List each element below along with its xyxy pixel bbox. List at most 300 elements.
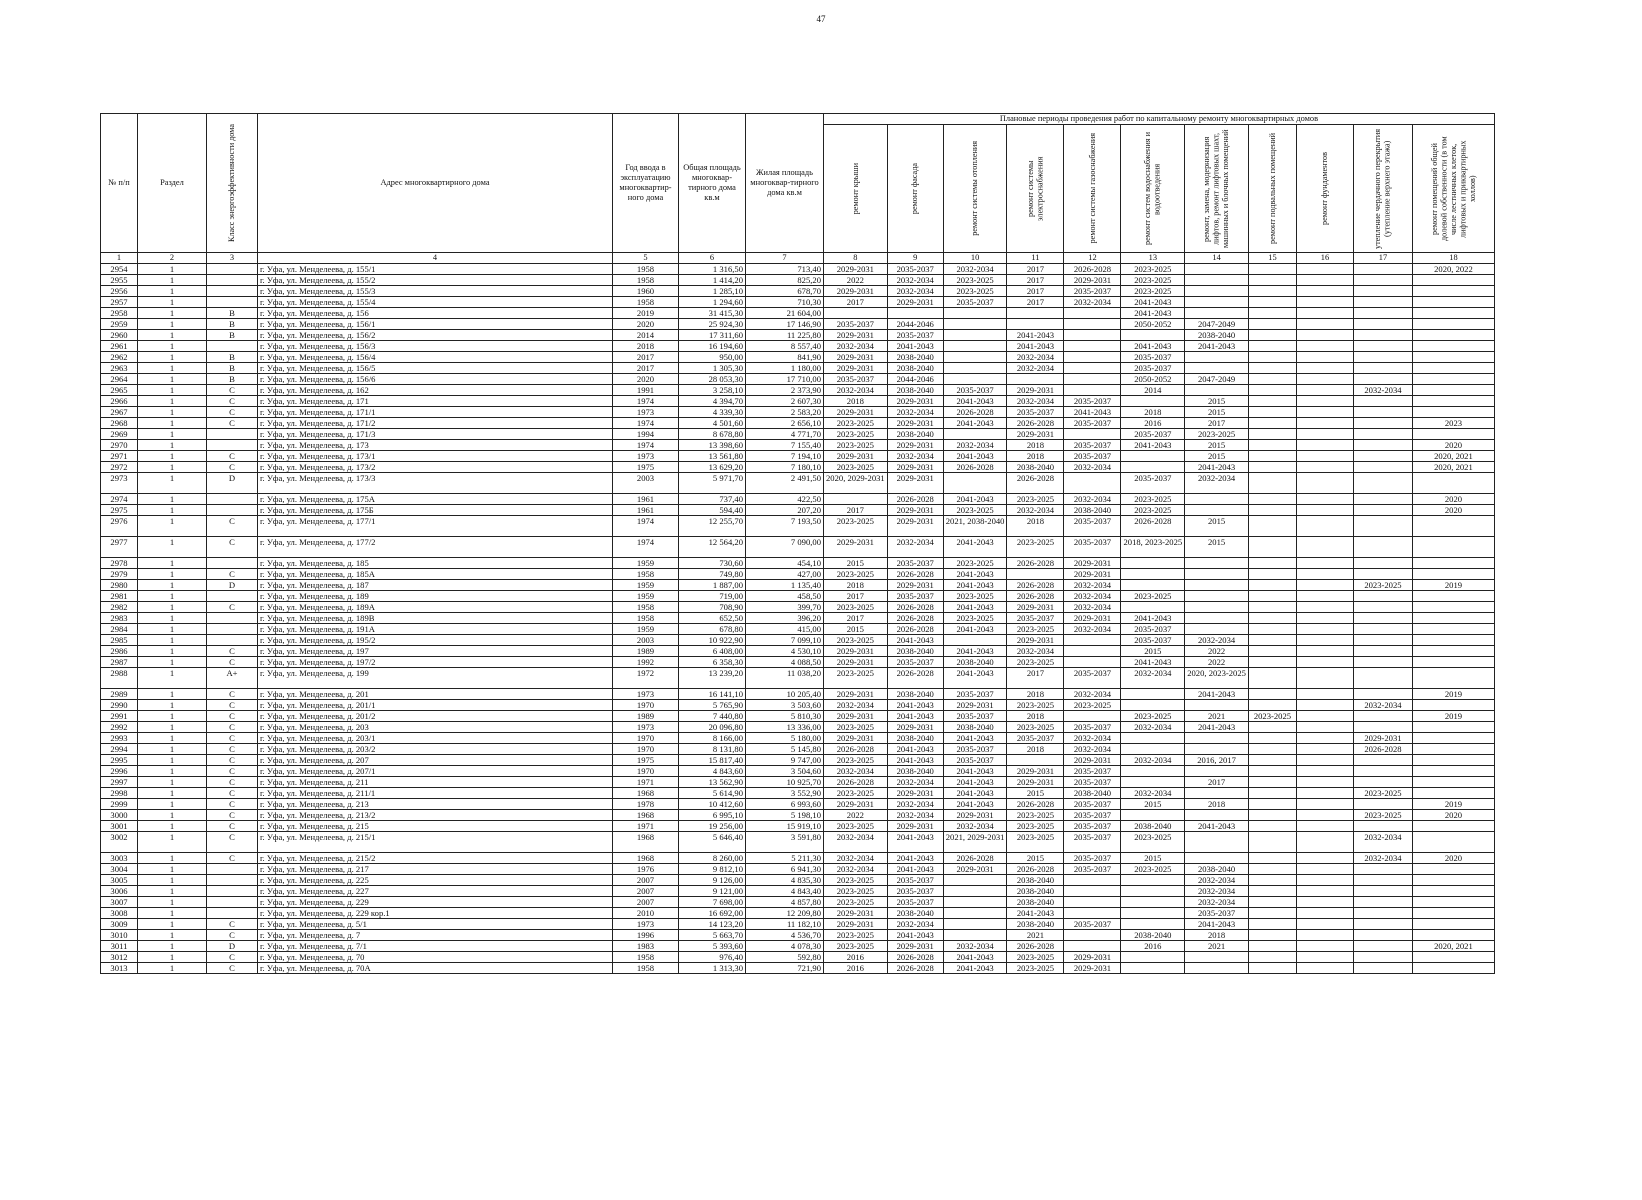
cell-attic-insulation: 2023-2025 — [1353, 580, 1412, 591]
cell-attic-insulation — [1353, 821, 1412, 832]
cell-attic-insulation — [1353, 558, 1412, 569]
cell-section: 1 — [138, 689, 207, 700]
cell-electricity: 2023-2025 — [1007, 657, 1064, 668]
cell-section: 1 — [138, 440, 207, 451]
cell-gas: 2032-2034 — [1064, 462, 1121, 473]
cell-facade: 2041-2043 — [887, 930, 943, 941]
cell-basement — [1248, 788, 1296, 799]
cell-row-number: 3004 — [101, 864, 138, 875]
cell-basement — [1248, 810, 1296, 821]
cell-common-premises — [1412, 886, 1494, 897]
cell-address: г. Уфа, ул. Менделеева, д. 156/5 — [258, 363, 613, 374]
cell-common-premises — [1412, 363, 1494, 374]
cell-elevators: 2017 — [1185, 777, 1249, 788]
cell-water — [1121, 875, 1185, 886]
cell-electricity: 2023-2025 — [1007, 832, 1064, 853]
cell-elevators: 2041-2043 — [1185, 919, 1249, 930]
table-row — [101, 799, 1495, 810]
cell-heating — [943, 897, 1007, 908]
cell-common-premises — [1412, 429, 1494, 440]
cell-total-area: 8 678,80 — [679, 429, 746, 440]
cell-attic-insulation — [1353, 613, 1412, 624]
cell-facade: 2029-2031 — [887, 505, 943, 516]
cell-roof: 2032-2034 — [824, 341, 888, 352]
cell-water: 2038-2040 — [1121, 821, 1185, 832]
cell-living-area: 4 078,30 — [746, 941, 824, 952]
cell-water — [1121, 700, 1185, 711]
cell-common-premises: 2020 — [1412, 505, 1494, 516]
cell-attic-insulation — [1353, 941, 1412, 952]
cell-section: 1 — [138, 264, 207, 275]
cell-attic-insulation — [1353, 341, 1412, 352]
cell-facade: 2029-2031 — [887, 516, 943, 537]
cell-address: г. Уфа, ул. Менделеева, д. 191А — [258, 624, 613, 635]
cell-row-number: 2992 — [101, 722, 138, 733]
cell-year: 1960 — [613, 286, 679, 297]
column-number: 13 — [1121, 253, 1185, 264]
table-row — [101, 473, 1495, 494]
cell-living-area: 11 225,80 — [746, 330, 824, 341]
cell-total-area: 4 501,60 — [679, 418, 746, 429]
cell-address: г. Уфа, ул. Менделеева, д. 195/2 — [258, 635, 613, 646]
cell-living-area: 3 552,90 — [746, 788, 824, 799]
cell-basement — [1248, 864, 1296, 875]
cell-elevators: 2022 — [1185, 646, 1249, 657]
cell-row-number: 2971 — [101, 451, 138, 462]
cell-water — [1121, 330, 1185, 341]
cell-section: 1 — [138, 668, 207, 689]
cell-row-number: 2964 — [101, 374, 138, 385]
cell-total-area: 1 887,00 — [679, 580, 746, 591]
table-row — [101, 429, 1495, 440]
cell-heating: 2035-2037 — [943, 755, 1007, 766]
table-row — [101, 613, 1495, 624]
cell-energy-class — [207, 864, 258, 875]
cell-row-number: 2975 — [101, 505, 138, 516]
cell-basement — [1248, 308, 1296, 319]
cell-heating: 2041-2043 — [943, 733, 1007, 744]
cell-address: г. Уфа, ул. Менделеева, д. 156/6 — [258, 374, 613, 385]
cell-roof: 2029-2031 — [824, 286, 888, 297]
cell-roof: 2022 — [824, 275, 888, 286]
cell-facade: 2041-2043 — [887, 755, 943, 766]
cell-facade: 2029-2031 — [887, 418, 943, 429]
cell-electricity: 2023-2025 — [1007, 722, 1064, 733]
cell-common-premises — [1412, 657, 1494, 668]
cell-water: 2032-2034 — [1121, 722, 1185, 733]
cell-energy-class: C — [207, 722, 258, 733]
cell-electricity: 2021 — [1007, 930, 1064, 941]
cell-water: 2026-2028 — [1121, 516, 1185, 537]
cell-elevators — [1185, 505, 1249, 516]
cell-elevators: 2022 — [1185, 657, 1249, 668]
cell-electricity: 2018 — [1007, 689, 1064, 700]
cell-row-number: 2976 — [101, 516, 138, 537]
cell-basement — [1248, 363, 1296, 374]
cell-energy-class: B — [207, 319, 258, 330]
cell-row-number: 3003 — [101, 853, 138, 864]
cell-total-area: 1 305,30 — [679, 363, 746, 374]
cell-attic-insulation — [1353, 646, 1412, 657]
cell-living-area: 396,20 — [746, 613, 824, 624]
cell-facade: 2041-2043 — [887, 744, 943, 755]
table-row — [101, 462, 1495, 473]
cell-water — [1121, 919, 1185, 930]
cell-living-area: 15 919,10 — [746, 821, 824, 832]
cell-facade: 2041-2043 — [887, 711, 943, 722]
cell-water: 2023-2025 — [1121, 711, 1185, 722]
cell-common-premises — [1412, 330, 1494, 341]
cell-roof: 2017 — [824, 613, 888, 624]
cell-energy-class: B — [207, 363, 258, 374]
cell-water: 2041-2043 — [1121, 297, 1185, 308]
cell-energy-class: B — [207, 374, 258, 385]
cell-living-area: 7 193,50 — [746, 516, 824, 537]
cell-roof: 2018 — [824, 396, 888, 407]
cell-elevators: 2017 — [1185, 418, 1249, 429]
col-header-common-premises: ремонт помещений общей долевой собственности (в том числе лестничных клеток, лифтовых и приквартирных холлов) — [1412, 125, 1494, 253]
cell-elevators: 2041-2043 — [1185, 341, 1249, 352]
cell-foundation — [1296, 558, 1353, 569]
cell-basement — [1248, 396, 1296, 407]
cell-row-number: 2999 — [101, 799, 138, 810]
cell-facade: 2041-2043 — [887, 832, 943, 853]
cell-roof: 2032-2034 — [824, 700, 888, 711]
table-row — [101, 908, 1495, 919]
cell-foundation — [1296, 264, 1353, 275]
cell-year: 2007 — [613, 897, 679, 908]
cell-attic-insulation: 2032-2034 — [1353, 385, 1412, 396]
cell-roof: 2017 — [824, 297, 888, 308]
cell-roof: 2032-2034 — [824, 766, 888, 777]
cell-electricity: 2015 — [1007, 853, 1064, 864]
cell-total-area: 13 562,90 — [679, 777, 746, 788]
cell-address: г. Уфа, ул. Менделеева, д. 173 — [258, 440, 613, 451]
cell-gas: 2035-2037 — [1064, 853, 1121, 864]
cell-basement — [1248, 505, 1296, 516]
cell-section: 1 — [138, 635, 207, 646]
cell-attic-insulation — [1353, 330, 1412, 341]
cell-year: 1989 — [613, 711, 679, 722]
cell-foundation — [1296, 668, 1353, 689]
cell-foundation — [1296, 505, 1353, 516]
cell-electricity: 2017 — [1007, 275, 1064, 286]
cell-total-area: 31 415,30 — [679, 308, 746, 319]
cell-elevators: 2041-2043 — [1185, 821, 1249, 832]
cell-gas — [1064, 330, 1121, 341]
cell-basement — [1248, 286, 1296, 297]
cell-facade: 2032-2034 — [887, 810, 943, 821]
cell-row-number: 2995 — [101, 755, 138, 766]
cell-elevators — [1185, 308, 1249, 319]
cell-energy-class — [207, 264, 258, 275]
cell-energy-class: C — [207, 451, 258, 462]
cell-foundation — [1296, 473, 1353, 494]
cell-elevators — [1185, 613, 1249, 624]
cell-water: 2018 — [1121, 407, 1185, 418]
cell-living-area: 2 373,90 — [746, 385, 824, 396]
cell-row-number: 3008 — [101, 908, 138, 919]
table-row — [101, 963, 1495, 974]
cell-common-premises — [1412, 744, 1494, 755]
cell-attic-insulation — [1353, 462, 1412, 473]
cell-electricity — [1007, 755, 1064, 766]
cell-heating: 2026-2028 — [943, 853, 1007, 864]
cell-roof: 2035-2037 — [824, 374, 888, 385]
cell-common-premises — [1412, 722, 1494, 733]
cell-basement — [1248, 374, 1296, 385]
cell-water — [1121, 462, 1185, 473]
cell-common-premises: 2023 — [1412, 418, 1494, 429]
cell-year: 1959 — [613, 624, 679, 635]
cell-heating — [943, 352, 1007, 363]
cell-foundation — [1296, 821, 1353, 832]
cell-elevators — [1185, 558, 1249, 569]
cell-foundation — [1296, 537, 1353, 558]
cell-foundation — [1296, 385, 1353, 396]
cell-heating — [943, 429, 1007, 440]
table-row — [101, 832, 1495, 853]
cell-common-premises — [1412, 930, 1494, 941]
cell-living-area: 399,70 — [746, 602, 824, 613]
cell-address: г. Уфа, ул. Менделеева, д. 70А — [258, 963, 613, 974]
cell-year: 1975 — [613, 755, 679, 766]
cell-foundation — [1296, 407, 1353, 418]
cell-basement — [1248, 624, 1296, 635]
cell-address: г. Уфа, ул. Менделеева, д. 175А — [258, 494, 613, 505]
cell-total-area: 6 408,00 — [679, 646, 746, 657]
cell-row-number: 2965 — [101, 385, 138, 396]
table-row — [101, 700, 1495, 711]
cell-attic-insulation — [1353, 602, 1412, 613]
table-row — [101, 635, 1495, 646]
cell-heating: 2041-2043 — [943, 952, 1007, 963]
cell-row-number: 2986 — [101, 646, 138, 657]
cell-gas — [1064, 930, 1121, 941]
cell-electricity: 2017 — [1007, 264, 1064, 275]
cell-year: 1989 — [613, 646, 679, 657]
cell-water: 2041-2043 — [1121, 440, 1185, 451]
cell-roof: 2029-2031 — [824, 363, 888, 374]
cell-roof: 2023-2025 — [824, 930, 888, 941]
cell-section: 1 — [138, 537, 207, 558]
table-row — [101, 646, 1495, 657]
cell-section: 1 — [138, 711, 207, 722]
cell-elevators: 2032-2034 — [1185, 473, 1249, 494]
cell-facade: 2032-2034 — [887, 799, 943, 810]
cell-row-number: 2966 — [101, 396, 138, 407]
cell-heating: 2029-2031 — [943, 864, 1007, 875]
cell-gas: 2029-2031 — [1064, 569, 1121, 580]
cell-foundation — [1296, 919, 1353, 930]
cell-roof: 2029-2031 — [824, 407, 888, 418]
cell-water: 2023-2025 — [1121, 505, 1185, 516]
cell-address: г. Уфа, ул. Менделеева, д. 173/1 — [258, 451, 613, 462]
cell-water — [1121, 689, 1185, 700]
table-row — [101, 668, 1495, 689]
cell-living-area: 2 491,50 — [746, 473, 824, 494]
cell-address: г. Уфа, ул. Менделеева, д. 7 — [258, 930, 613, 941]
cell-facade: 2029-2031 — [887, 462, 943, 473]
cell-water — [1121, 766, 1185, 777]
cell-living-area: 678,70 — [746, 286, 824, 297]
col-header-living-area: Жилая площадь многоквар-тирного дома кв.м — [746, 114, 824, 253]
table-row — [101, 385, 1495, 396]
cell-roof: 2029-2031 — [824, 264, 888, 275]
cell-total-area: 708,90 — [679, 602, 746, 613]
cell-facade: 2035-2037 — [887, 875, 943, 886]
cell-electricity: 2029-2031 — [1007, 635, 1064, 646]
cell-foundation — [1296, 602, 1353, 613]
cell-facade: 2038-2040 — [887, 646, 943, 657]
cell-living-area: 3 591,80 — [746, 832, 824, 853]
cell-foundation — [1296, 963, 1353, 974]
cell-row-number: 2959 — [101, 319, 138, 330]
cell-energy-class: C — [207, 516, 258, 537]
cell-row-number: 2963 — [101, 363, 138, 374]
cell-section: 1 — [138, 352, 207, 363]
cell-living-area: 2 607,30 — [746, 396, 824, 407]
cell-basement — [1248, 275, 1296, 286]
cell-heating: 2023-2025 — [943, 286, 1007, 297]
cell-facade: 2026-2028 — [887, 668, 943, 689]
cell-basement — [1248, 429, 1296, 440]
cell-heating: 2041-2043 — [943, 602, 1007, 613]
cell-living-area: 13 336,00 — [746, 722, 824, 733]
table-row — [101, 330, 1495, 341]
cell-heating — [943, 363, 1007, 374]
cell-gas: 2035-2037 — [1064, 537, 1121, 558]
cell-water: 2023-2025 — [1121, 286, 1185, 297]
cell-electricity: 2041-2043 — [1007, 341, 1064, 352]
cell-section: 1 — [138, 624, 207, 635]
cell-basement — [1248, 930, 1296, 941]
cell-row-number: 3006 — [101, 886, 138, 897]
cell-gas — [1064, 886, 1121, 897]
cell-foundation — [1296, 777, 1353, 788]
cell-heating: 2029-2031 — [943, 700, 1007, 711]
cell-section: 1 — [138, 755, 207, 766]
cell-foundation — [1296, 341, 1353, 352]
cell-year: 1996 — [613, 930, 679, 941]
cell-section: 1 — [138, 930, 207, 941]
cell-attic-insulation — [1353, 429, 1412, 440]
cell-year: 1958 — [613, 602, 679, 613]
cell-section: 1 — [138, 886, 207, 897]
cell-attic-insulation: 2023-2025 — [1353, 810, 1412, 821]
cell-energy-class — [207, 635, 258, 646]
cell-section: 1 — [138, 374, 207, 385]
cell-electricity: 2023-2025 — [1007, 700, 1064, 711]
cell-electricity: 2035-2037 — [1007, 613, 1064, 624]
cell-attic-insulation — [1353, 777, 1412, 788]
cell-attic-insulation — [1353, 516, 1412, 537]
cell-elevators: 2015 — [1185, 407, 1249, 418]
cell-common-premises — [1412, 788, 1494, 799]
table-row — [101, 396, 1495, 407]
cell-common-premises — [1412, 832, 1494, 853]
cell-heating: 2041-2043 — [943, 418, 1007, 429]
cell-section: 1 — [138, 722, 207, 733]
cell-facade: 2044-2046 — [887, 374, 943, 385]
cell-foundation — [1296, 440, 1353, 451]
table-row — [101, 733, 1495, 744]
cell-roof: 2023-2025 — [824, 788, 888, 799]
cell-roof: 2016 — [824, 952, 888, 963]
cell-heating: 2032-2034 — [943, 264, 1007, 275]
cell-facade: 2032-2034 — [887, 275, 943, 286]
cell-energy-class — [207, 341, 258, 352]
cell-electricity: 2018 — [1007, 744, 1064, 755]
col-header-facade: ремонт фасада — [887, 125, 943, 253]
table-row — [101, 788, 1495, 799]
cell-section: 1 — [138, 602, 207, 613]
cell-address: г. Уфа, ул. Менделеева, д. 185 — [258, 558, 613, 569]
cell-water — [1121, 558, 1185, 569]
col-header-heating: ремонт системы отопления — [943, 125, 1007, 253]
cell-heating: 2041-2043 — [943, 646, 1007, 657]
cell-water — [1121, 569, 1185, 580]
cell-common-premises — [1412, 569, 1494, 580]
cell-attic-insulation — [1353, 755, 1412, 766]
cell-address: г. Уфа, ул. Менделеева, д. 189В — [258, 613, 613, 624]
cell-facade: 2032-2034 — [887, 537, 943, 558]
cell-heating — [943, 308, 1007, 319]
cell-attic-insulation — [1353, 722, 1412, 733]
cell-energy-class: C — [207, 537, 258, 558]
cell-electricity: 2038-2040 — [1007, 886, 1064, 897]
table-body — [101, 264, 1495, 974]
table-row — [101, 864, 1495, 875]
table-row — [101, 537, 1495, 558]
cell-elevators: 2041-2043 — [1185, 689, 1249, 700]
cell-address: г. Уфа, ул. Менделеева, д. 171/2 — [258, 418, 613, 429]
cell-row-number: 2996 — [101, 766, 138, 777]
cell-foundation — [1296, 396, 1353, 407]
cell-year: 1973 — [613, 689, 679, 700]
cell-section: 1 — [138, 613, 207, 624]
cell-electricity — [1007, 319, 1064, 330]
cell-basement — [1248, 689, 1296, 700]
cell-year: 1958 — [613, 613, 679, 624]
cell-living-area: 5 180,00 — [746, 733, 824, 744]
cell-section: 1 — [138, 319, 207, 330]
cell-total-area: 5 663,70 — [679, 930, 746, 941]
cell-row-number: 2980 — [101, 580, 138, 591]
cell-foundation — [1296, 580, 1353, 591]
table-row — [101, 418, 1495, 429]
table-row — [101, 569, 1495, 580]
cell-gas: 2032-2034 — [1064, 602, 1121, 613]
cell-heating: 2041-2043 — [943, 668, 1007, 689]
cell-roof: 2023-2025 — [824, 897, 888, 908]
cell-electricity: 2041-2043 — [1007, 330, 1064, 341]
cell-section: 1 — [138, 516, 207, 537]
col-header-elevators: ремонт, замена, модернизация лифтов, ремонт лифтовых шахт, машинных и блочных помещений — [1185, 125, 1249, 253]
table-row — [101, 657, 1495, 668]
cell-roof: 2026-2028 — [824, 777, 888, 788]
cell-elevators — [1185, 363, 1249, 374]
cell-basement — [1248, 919, 1296, 930]
cell-heating: 2035-2037 — [943, 689, 1007, 700]
cell-electricity: 2023-2025 — [1007, 810, 1064, 821]
cell-gas: 2035-2037 — [1064, 668, 1121, 689]
cell-roof: 2023-2025 — [824, 821, 888, 832]
cell-living-area: 592,80 — [746, 952, 824, 963]
cell-living-area: 5 810,30 — [746, 711, 824, 722]
cell-attic-insulation — [1353, 657, 1412, 668]
cell-roof: 2023-2025 — [824, 886, 888, 897]
